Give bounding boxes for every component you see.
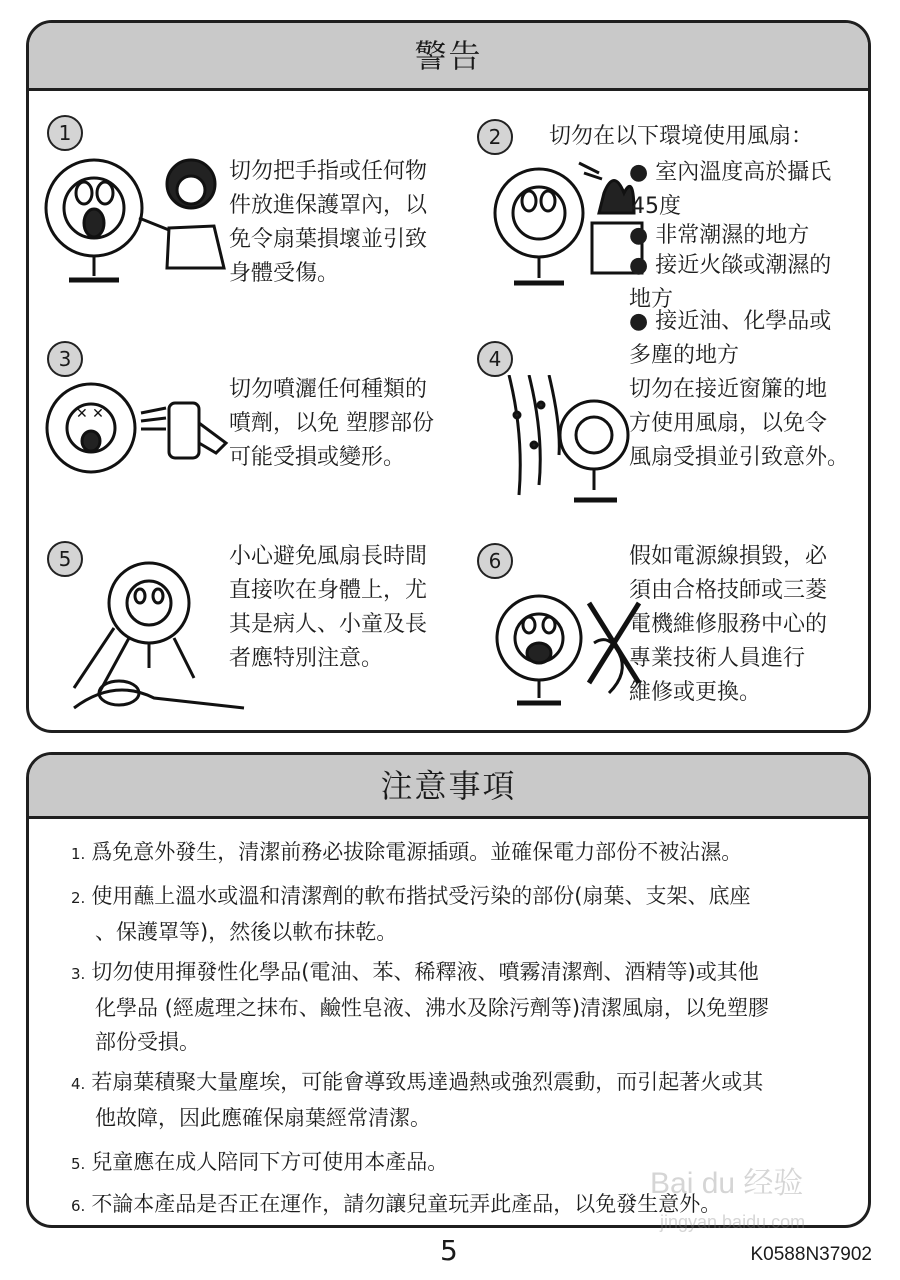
page-number: 5: [440, 1234, 458, 1267]
item-number-3: 3: [47, 341, 83, 377]
warning-title: 警告: [29, 23, 868, 91]
spray-on-fan-illustration: [41, 373, 231, 483]
note-item-3: 3. 切勿使用揮發性化學品(電油、苯、稀釋液、噴霧清潔劑、酒精等)或其他 化學品 (經處理之抹布、鹼性皂液、沸水及除污劑等)清潔風扇，以免塑膠 部份受損。: [71, 960, 770, 1054]
item-4-text: 切勿在接近窗簾的地 方使用風扇，以免令 風扇受損並引致意外。: [629, 377, 850, 470]
baidu-watermark: [640, 1148, 840, 1248]
document-code: K0588N37902: [750, 1244, 872, 1265]
item-number-5: 5: [47, 541, 83, 577]
fan-blowing-on-person-illustration: [54, 558, 254, 718]
item-2-bullet-1-cont: 45度: [631, 194, 681, 219]
damaged-cord-illustration: [489, 583, 649, 713]
note-item-6: 6. 不論本產品是否正在運作，請勿讓兒童玩弄此產品，以免發生意外。: [71, 1192, 722, 1216]
notes-title: 注意事項: [29, 755, 868, 819]
item-number-2: 2: [477, 119, 513, 155]
item-6-text: 假如電源線損毀，必 須由合格技師或三菱 電機維修服務中心的 專業技術人員進行 維修或更換。: [629, 544, 828, 705]
item-1-text: 切勿把手指或任何物 件放進保護罩內，以 免令扇葉損壞並引致 身體受傷。: [229, 159, 428, 286]
finger-in-fan-illustration: [39, 148, 229, 288]
fan-near-curtain-illustration: [499, 375, 649, 515]
item-2-bullet-4: ● 接近油、化學品或 多塵的地方: [629, 309, 832, 368]
item-number-4: 4: [477, 341, 513, 377]
item-number-1: 1: [47, 115, 83, 151]
watermark-url: jingyan.baidu.com: [660, 1212, 806, 1232]
item-2-bullet-2: ● 非常潮濕的地方: [629, 223, 810, 248]
item-3-text: 切勿噴灑任何種類的 噴劑，以免 塑膠部份 可能受損或變形。: [229, 377, 434, 470]
item-2-bullet-3: ● 接近火燄或潮濕的 地方: [629, 253, 832, 312]
watermark-brand: Bai du 经验: [650, 1167, 804, 1200]
note-item-1: 1. 爲免意外發生，清潔前務必拔除電源插頭。並確保電力部份不被沾濕。: [71, 840, 743, 864]
item-2-bullets: ● 室內溫度高於攝氏: [629, 160, 832, 185]
svg-text:✕ ✕: ✕ ✕: [76, 406, 104, 422]
item-number-6: 6: [477, 543, 513, 579]
note-item-5: 5. 兒童應在成人陪同下方可使用本產品。: [71, 1150, 449, 1174]
item-5-text: 小心避免風扇長時間 直接吹在身體上，尤 其是病人、小童及長 者應特別注意。: [229, 544, 428, 671]
note-item-2: 2. 使用蘸上溫水或溫和清潔劑的軟布揩拭受污染的部份(扇葉、支架、底座 、保護罩等)，然後以軟布抹乾。: [71, 884, 751, 944]
note-item-4: 4. 若扇葉積聚大量塵埃，可能會導致馬達過熱或強烈震動，而引起著火或其 他故障，因此應確保扇葉經常清潔。: [71, 1070, 764, 1130]
item-2-intro: 切勿在以下環境使用風扇：: [549, 124, 814, 149]
warning-panel: [26, 20, 871, 733]
